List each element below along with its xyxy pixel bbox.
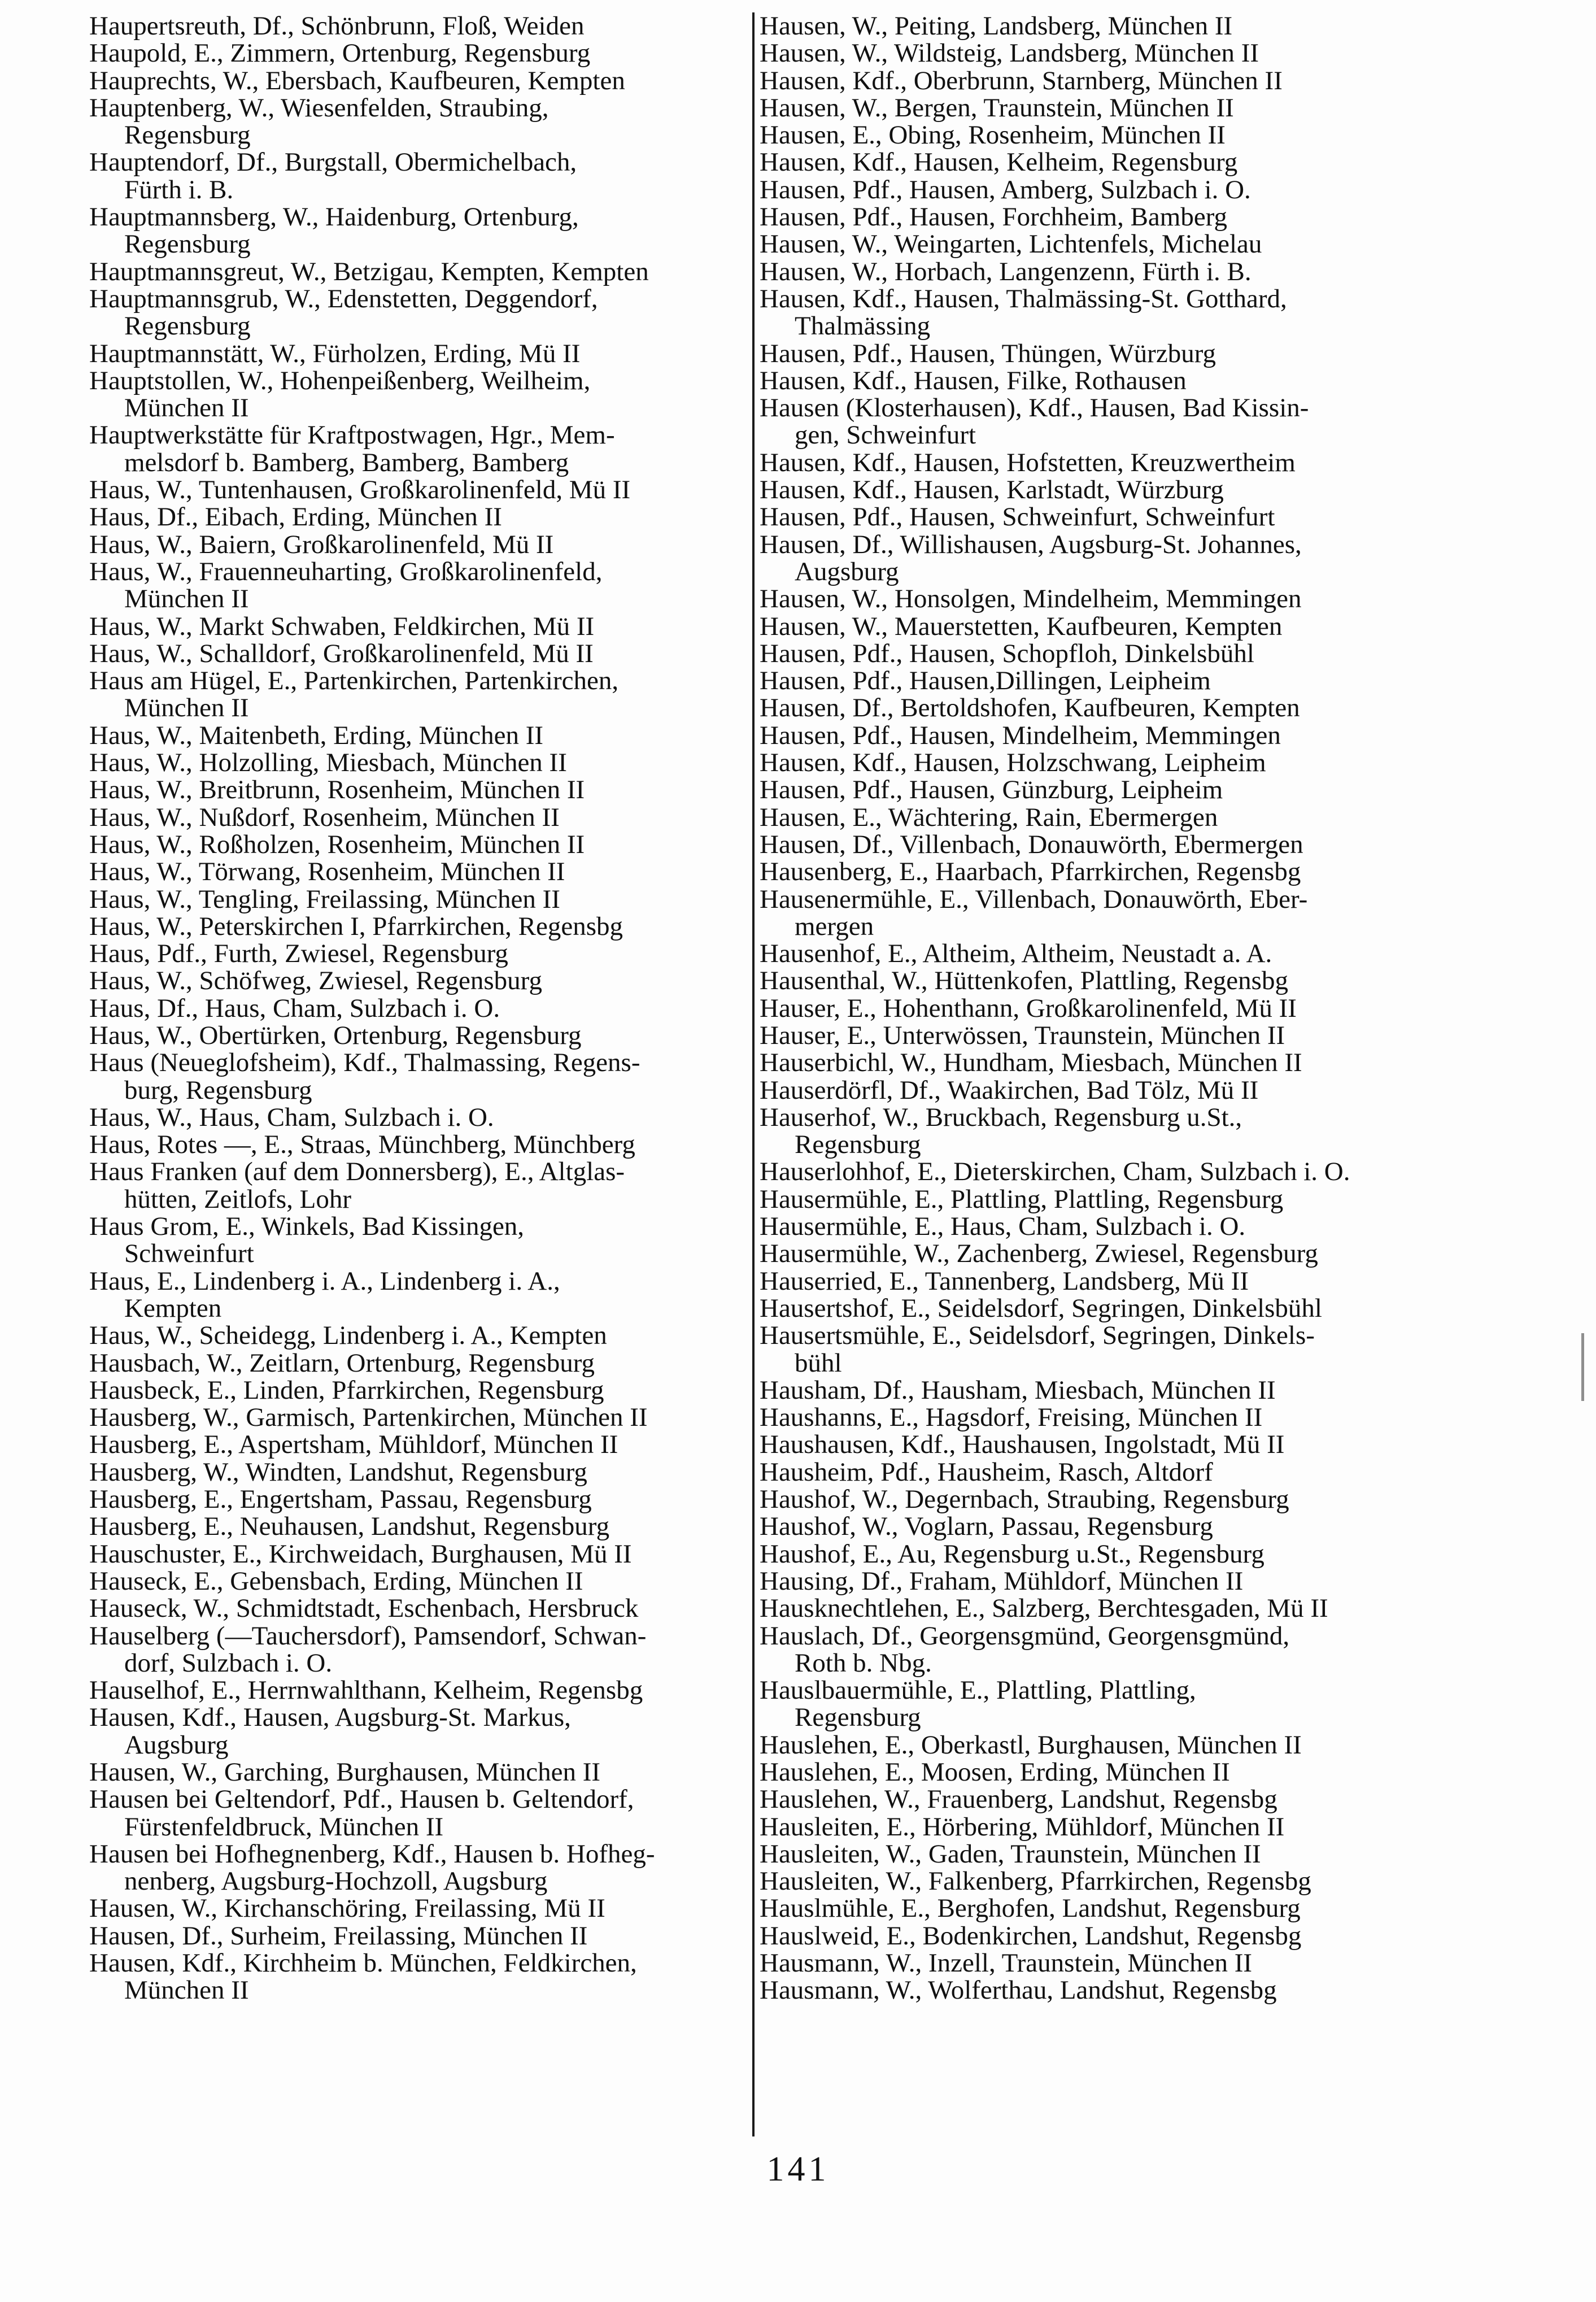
index-entry [89,40,750,67]
entry-line: Haus, Rotes —, E., Straas, Münchberg, Münchberg [89,1130,635,1160]
entry-line: Haus, W., Törwang, Rosenheim, München II [89,857,565,887]
entry-line: Hausenthal, W., Hüttenkofen, Plattling, Regensbg [760,966,1288,996]
entry-line: Hauptendorf, Df., Burgstall, Obermichelbach, [89,147,577,177]
entry-line: Haus, E., Lindenberg i. A., Lindenberg i. A., [89,1266,560,1296]
index-entry [760,230,1420,258]
index-entry [760,1049,1420,1076]
entry-line: Hauptmannstätt, W., Fürholzen, Erding, Mü II [89,338,581,368]
index-entry [89,1513,750,1540]
entry-line: Hauslbauermühle, E., Plattling, Plattling, [760,1676,1196,1705]
entry-line: Haus, W., Tengling, Freilassing, München II [89,884,560,914]
entry-continuation-line: Augsburg [795,556,899,586]
entry-line: Hausertsmühle, E., Seidelsdorf, Segringen, Dinkels- [760,1321,1315,1351]
entry-continuation-line: München II [124,584,249,614]
entry-line: Hauslmühle, E., Berghofen, Landshut, Regensburg [760,1894,1301,1924]
entry-line: Hausen, W., Honsolgen, Mindelheim, Memmingen [760,584,1302,614]
entry-line: Hausen, E., Obing, Rosenheim, München II [760,120,1226,150]
index-entry [760,585,1420,612]
entry-line: Hausenberg, E., Haarbach, Pfarrkirchen, Regensbg [760,857,1301,887]
entry-line: Hauptstollen, W., Hohenpeißenberg, Weilheim, [89,365,591,395]
index-entry [89,503,750,530]
index-entry [760,1268,1420,1295]
entry-continuation-line: mergen [795,911,874,941]
entry-line: Hausheim, Pdf., Hausheim, Rasch, Altdorf [760,1457,1213,1487]
entry-line: Hausermühle, E., Haus, Cham, Sulzbach i. O. [760,1212,1246,1242]
entry-continuation-line: Regensburg [124,120,251,150]
entry-line: Hausmann, W., Wolferthau, Landshut, Regensbg [760,1975,1277,2005]
entry-line: Hausen, E., Wächtering, Rain, Ebermergen [760,802,1218,832]
index-entry [760,203,1420,230]
entry-line: Haushof, W., Degernbach, Straubing, Regensburg [760,1485,1289,1515]
entry-continuation-line: Fürth i. B. [124,175,234,204]
entry-line: Hauschuster, E., Kirchweidach, Burghausen, Mü II [89,1539,632,1569]
entry-line: Hausen, Pdf., Hausen, Forchheim, Bamberg [760,202,1228,232]
index-entry [760,1868,1420,1895]
entry-continuation-line: Regensburg [124,311,251,341]
entry-line: Hausen, Pdf., Hausen, Amberg, Sulzbach i. O. [760,175,1251,204]
index-entry [760,967,1420,994]
index-entry [89,1895,750,1922]
entry-continuation-line: gen, Schweinfurt [795,420,976,450]
index-entry [760,1513,1420,1540]
entry-continuation-line: Schweinfurt [124,1239,254,1269]
index-entry [89,340,750,367]
index-entry [89,421,750,476]
entry-line: Haus, W., Markt Schwaben, Feldkirchen, Mü II [89,611,595,641]
index-entry [89,640,750,667]
entry-line: Hausen, Pdf., Hausen, Schopfloh, Dinkelsbühl [760,638,1254,668]
index-entry [89,1022,750,1049]
index-entry [89,1322,750,1349]
right-column [760,12,1420,2004]
index-entry [760,1595,1420,1622]
entry-line: Haupold, E., Zimmern, Ortenburg, Regensburg [89,38,591,68]
entry-line: Haus Franken (auf dem Donnersberg), E., Altglas- [89,1157,625,1187]
entry-line: Haus am Hügel, E., Partenkirchen, Partenkirchen, [89,666,619,696]
index-entry [89,1595,750,1622]
index-entry [89,1677,750,1704]
entry-line: Hausleiten, E., Hörbering, Mühldorf, München II [760,1812,1285,1842]
column-divider [752,12,755,2136]
entry-line: Haus, Pdf., Furth, Zwiesel, Regensburg [89,939,508,969]
index-entry [760,176,1420,203]
entry-line: Hausen (Klosterhausen), Kdf., Hausen, Bad Kissin- [760,393,1309,423]
index-entry [760,40,1420,67]
index-entry [89,1213,750,1268]
index-entry [89,476,750,503]
index-entry [89,1404,750,1431]
index-entry [760,503,1420,530]
index-entry [89,776,750,803]
entry-line: Hausen, Kdf., Kirchheim b. München, Feldkirchen, [89,1948,637,1978]
entry-line: Hausen, Pdf., Hausen, Mindelheim, Memmingen [760,720,1281,750]
index-entry [89,1568,750,1595]
entry-line: Hauselhof, E., Herrnwahlthann, Kelheim, Regensbg [89,1676,643,1705]
entry-line: Haus, W., Nußdorf, Rosenheim, München II [89,802,560,832]
entry-line: Hausberg, E., Neuhausen, Landshut, Regensburg [89,1512,610,1542]
index-entry [760,749,1420,776]
index-entry [760,1840,1420,1868]
entry-continuation-line: Augsburg [124,1730,229,1760]
index-entry [89,149,750,203]
entry-continuation-line: Thalmässing [795,311,931,341]
entry-line: Haus, W., Maitenbeth, Erding, München II [89,720,544,750]
index-entry [89,940,750,967]
index-entry [760,1158,1420,1185]
entry-line: Haus, W., Tuntenhausen, Großkarolinenfeld, Mü II [89,475,631,505]
index-entry [89,67,750,94]
index-entry [760,858,1420,885]
index-entry [89,12,750,40]
entry-line: Haushausen, Kdf., Haushausen, Ingolstadt, Mü II [760,1430,1285,1460]
entry-line: Hausermühle, W., Zachenberg, Zwiesel, Regensburg [760,1239,1318,1269]
entry-line: Hauptmannsberg, W., Haidenburg, Ortenburg, [89,202,579,232]
entry-line: Hauserhof, W., Bruckbach, Regensburg u.St., [760,1102,1242,1132]
index-entry [89,1459,750,1486]
entry-line: Hauserried, E., Tannenberg, Landsberg, Mü II [760,1266,1249,1296]
entry-line: Hausen bei Geltendorf, Pdf., Hausen b. Geltendorf, [89,1785,634,1814]
entry-line: Hauprechts, W., Ebersbach, Kaufbeuren, Kempten [89,66,625,95]
entry-continuation-line: Roth b. Nbg. [795,1648,932,1678]
entry-line: Hausen, Kdf., Hausen, Augsburg-St. Markus, [89,1703,571,1733]
entry-line: Hausknechtlehen, E., Salzberg, Berchtesgaden, Mü II [760,1594,1328,1624]
index-entry [760,1731,1420,1759]
entry-continuation-line: Regensburg [795,1130,921,1160]
entry-line: Hauserbichl, W., Hundham, Miesbach, München II [760,1048,1302,1078]
index-entry [760,1431,1420,1458]
entry-line: Haus Grom, E., Winkels, Bad Kissingen, [89,1212,525,1242]
page-number: 141 [766,2150,830,2188]
entry-line: Hauselberg (—Tauchersdorf), Pamsendorf, Schwan- [89,1621,647,1651]
entry-line: Hausbach, W., Zeitlarn, Ortenburg, Regensburg [89,1348,595,1378]
index-entry [89,1786,750,1840]
index-entry [89,804,750,831]
index-entry [760,1377,1420,1404]
entry-line: Hausen, W., Peiting, Landsberg, München II [760,11,1233,41]
index-entry [760,367,1420,394]
index-entry [89,1268,750,1322]
entry-line: Hauptenberg, W., Wiesenfelden, Straubing, [89,93,549,123]
entry-line: Hausberg, E., Aspertsham, Mühldorf, München II [89,1430,618,1460]
entry-line: Hausen, W., Weingarten, Lichtenfels, Michelau [760,229,1262,259]
index-entry [89,613,750,640]
entry-line: Hausen, Pdf., Hausen, Thüngen, Würzburg [760,338,1216,368]
index-entry [760,776,1420,803]
entry-line: Haus, W., Roßholzen, Rosenheim, München II [89,829,585,859]
index-entry [760,1541,1420,1568]
entry-line: Hauslehen, E., Moosen, Erding, München II [760,1757,1230,1787]
index-entry [760,1895,1420,1922]
entry-line: Haus, W., Frauenneuharting, Großkarolinenfeld, [89,556,603,586]
index-entry [89,1131,750,1158]
entry-line: Hausen, Pdf., Hausen, Schweinfurt, Schweinfurt [760,502,1275,532]
index-entry [89,722,750,749]
entry-line: Haus, W., Haus, Cham, Sulzbach i. O. [89,1102,494,1132]
index-entry [760,1104,1420,1159]
entry-line: Haus, W., Schalldorf, Großkarolinenfeld, Mü II [89,638,594,668]
index-entry [760,1240,1420,1267]
entry-line: Hauseck, E., Gebensbach, Erding, München II [89,1566,583,1596]
entry-continuation-line: München II [124,693,249,723]
entry-line: Hausen bei Hofhegnenberg, Kdf., Hausen b. Hofheg- [89,1839,655,1869]
entry-line: Hauslach, Df., Georgensgmünd, Georgensgmünd, [760,1621,1290,1651]
entry-line: Hausmann, W., Inzell, Traunstein, München II [760,1948,1253,1978]
entry-line: Hausertshof, E., Seidelsdorf, Segringen, Dinkelsbühl [760,1293,1322,1323]
index-entry [89,367,750,422]
index-entry [760,258,1420,285]
entry-line: Haus, W., Baiern, Großkarolinenfeld, Mü II [89,529,554,559]
index-entry [89,967,750,994]
entry-line: Haupertsreuth, Df., Schönbrunn, Floß, Weiden [89,11,585,41]
index-entry [89,1158,750,1213]
entry-line: Hauslweid, E., Bodenkirchen, Landshut, Regensbg [760,1921,1302,1951]
entry-line: Haus, W., Peterskirchen I, Pfarrkirchen, Regensbg [89,911,623,941]
index-entry [760,694,1420,721]
entry-line: Hausen, Kdf., Hausen, Filke, Rothausen [760,365,1187,395]
index-entry [760,1186,1420,1213]
entry-continuation-line: bühl [795,1348,842,1378]
entry-line: Hausen, Pdf., Hausen, Günzburg, Leipheim [760,775,1223,805]
index-entry [89,886,750,913]
entry-line: Hausleiten, W., Gaden, Traunstein, München II [760,1839,1261,1869]
index-entry [760,1404,1420,1431]
index-entry [89,749,750,776]
index-entry [89,531,750,558]
index-entry [89,1759,750,1786]
index-entry [760,613,1420,640]
index-entry [760,1786,1420,1813]
left-column [89,12,750,2004]
entry-line: Hauptmannsgrub, W., Edenstetten, Deggendorf, [89,284,598,314]
entry-line: Hauserlohhof, E., Dieterskirchen, Cham, Sulzbach i. O. [760,1157,1350,1187]
entry-continuation-line: burg, Regensburg [124,1075,312,1105]
index-entry [89,1377,750,1404]
entry-line: Hauptwerkstätte für Kraftpostwagen, Hgr., Mem- [89,420,615,450]
index-entry [760,1813,1420,1840]
index-entry [89,94,750,149]
entry-continuation-line: melsdorf b. Bamberg, Bamberg, Bamberg [124,447,569,477]
index-entry [89,558,750,613]
index-entry [89,1431,750,1458]
index-entry [760,667,1420,694]
entry-line: Haus, Df., Haus, Cham, Sulzbach i. O. [89,993,500,1023]
entry-continuation-line: München II [124,1975,249,2005]
entry-line: Hauserdörfl, Df., Waakirchen, Bad Tölz, Mü II [760,1075,1259,1105]
index-entry [89,1104,750,1131]
entry-continuation-line: nenberg, Augsburg-Hochzoll, Augsburg [124,1866,548,1896]
entry-line: Haushof, W., Voglarn, Passau, Regensburg [760,1512,1213,1542]
index-entry [760,1022,1420,1049]
entry-continuation-line: München II [124,393,249,423]
entry-line: Haus, W., Scheidegg, Lindenberg i. A., Kempten [89,1321,607,1351]
index-entry [89,1704,750,1759]
index-entry [89,831,750,858]
index-entry [760,1677,1420,1731]
index-entry [760,804,1420,831]
entry-line: Hausing, Df., Fraham, Mühldorf, München II [760,1566,1244,1596]
index-entry [89,995,750,1022]
entry-line: Hausenermühle, E., Villenbach, Donauwörth, Eber- [760,884,1308,914]
entry-continuation-line: Kempten [124,1293,222,1323]
index-entry [89,1949,750,2004]
entry-line: Hausen, Pdf., Hausen,Dillingen, Leipheim [760,666,1211,696]
entry-line: Haus, Df., Eibach, Erding, München II [89,502,502,532]
entry-line: Hausen, Kdf., Hausen, Karlstadt, Würzburg [760,475,1224,505]
index-entry [760,531,1420,586]
entry-line: Hausleiten, W., Falkenberg, Pfarrkirchen, Regensbg [760,1866,1311,1896]
entry-line: Hausen, W., Bergen, Traunstein, München II [760,93,1234,123]
entry-line: Hausen, W., Horbach, Langenzenn, Fürth i. B. [760,256,1251,286]
index-entry [760,121,1420,149]
index-entry [760,1622,1420,1677]
index-entry [89,258,750,285]
index-entry [760,1077,1420,1104]
entry-line: Hausenhof, E., Altheim, Altheim, Neustadt a. A. [760,939,1272,969]
entry-line: Hauslehen, E., Oberkastl, Burghausen, München II [760,1730,1302,1760]
index-entry [89,1922,750,1949]
entry-line: Hausen, Df., Bertoldshofen, Kaufbeuren, Kempten [760,693,1300,723]
scan-mark [1581,1333,1584,1401]
index-entry [760,476,1420,503]
entry-line: Hauser, E., Hohenthann, Großkarolinenfeld, Mü II [760,993,1297,1023]
entry-line: Hausen, Kdf., Oberbrunn, Starnberg, München II [760,66,1283,95]
index-entry [760,394,1420,449]
entry-line: Hauptmannsgreut, W., Betzigau, Kempten, Kempten [89,256,649,286]
index-entry [760,995,1420,1022]
index-entry [760,940,1420,967]
index-entry [89,858,750,885]
entry-line: Hausen, Kdf., Hausen, Kelheim, Regensburg [760,147,1238,177]
entry-line: Hausermühle, E., Plattling, Plattling, Regensburg [760,1184,1284,1214]
entry-line: Hauser, E., Unterwössen, Traunstein, München II [760,1020,1285,1050]
entry-line: Haus, W., Holzolling, Miesbach, München II [89,748,567,778]
entry-line: Hausham, Df., Hausham, Miesbach, München II [760,1375,1276,1405]
index-entry [760,831,1420,858]
entry-line: Hausen, Kdf., Hausen, Holzschwang, Leipheim [760,748,1266,778]
index-entry [89,1350,750,1377]
index-entry [760,1922,1420,1949]
index-entry [89,667,750,722]
entry-line: Hausberg, E., Engertsham, Passau, Regensburg [89,1485,592,1515]
index-entry [760,1949,1420,1977]
index-entry [760,12,1420,40]
index-entry [760,67,1420,94]
entry-line: Haus, W., Breitbrunn, Rosenheim, München II [89,775,585,805]
index-entry [760,1459,1420,1486]
entry-line: Hausen, W., Mauerstetten, Kaufbeuren, Kempten [760,611,1283,641]
entry-line: Haushanns, E., Hagsdorf, Freising, München II [760,1403,1263,1433]
index-entry [89,285,750,340]
entry-line: Hausberg, W., Garmisch, Partenkirchen, München II [89,1403,648,1433]
index-entry [760,886,1420,941]
entry-line: Hausen, Kdf., Hausen, Hofstetten, Kreuzwertheim [760,447,1296,477]
entry-line: Hausbeck, E., Linden, Pfarrkirchen, Regensburg [89,1375,604,1405]
entry-line: Haus (Neueglofsheim), Kdf., Thalmassing, Regens- [89,1048,640,1078]
index-entry [760,94,1420,121]
entry-line: Hausberg, W., Windten, Landshut, Regensburg [89,1457,587,1487]
entry-line: Hausen, W., Kirchanschöring, Freilassing, Mü II [89,1894,605,1924]
index-entry [89,1049,750,1104]
index-entry [89,1622,750,1677]
index-entry [760,285,1420,340]
entry-continuation-line: dorf, Sulzbach i. O. [124,1648,333,1678]
entry-line: Hausen, Df., Willishausen, Augsburg-St. Johannes, [760,529,1302,559]
entry-continuation-line: hütten, Zeitlofs, Lohr [124,1184,352,1214]
entry-continuation-line: Fürstenfeldbruck, München II [124,1812,444,1842]
entry-line: Hausen, W., Wildsteig, Landsberg, München II [760,38,1259,68]
index-entry [89,1541,750,1568]
index-entry [760,1486,1420,1513]
entry-line: Haushof, E., Au, Regensburg u.St., Regensburg [760,1539,1264,1569]
index-entry [89,1486,750,1513]
index-entry [760,449,1420,476]
index-entry [760,1568,1420,1595]
index-entry [89,1840,750,1895]
index-entry [760,1322,1420,1377]
index-entry [760,149,1420,176]
index-entry [760,340,1420,367]
entry-line: Hausen, Df., Villenbach, Donauwörth, Ebermergen [760,829,1303,859]
entry-line: Hausen, Kdf., Hausen, Thalmässing-St. Gotthard, [760,284,1287,314]
entry-line: Hausen, Df., Surheim, Freilassing, München II [89,1921,588,1951]
entry-line: Haus, W., Obertürken, Ortenburg, Regensburg [89,1020,582,1050]
entry-line: Hauslehen, W., Frauenberg, Landshut, Regensbg [760,1785,1277,1814]
entry-line: Haus, W., Schöfweg, Zwiesel, Regensburg [89,966,542,996]
index-entry [760,1977,1420,2004]
index-entry [760,1213,1420,1240]
index-entry [760,1759,1420,1786]
index-entry [89,203,750,258]
entry-continuation-line: Regensburg [124,229,251,259]
index-entry [760,1295,1420,1322]
entry-line: Hausen, W., Garching, Burghausen, München II [89,1757,601,1787]
index-entry [89,913,750,940]
index-entry [760,640,1420,667]
entry-continuation-line: Regensburg [795,1703,921,1733]
index-entry [760,722,1420,749]
entry-line: Hauseck, W., Schmidtstadt, Eschenbach, Hersbruck [89,1594,639,1624]
